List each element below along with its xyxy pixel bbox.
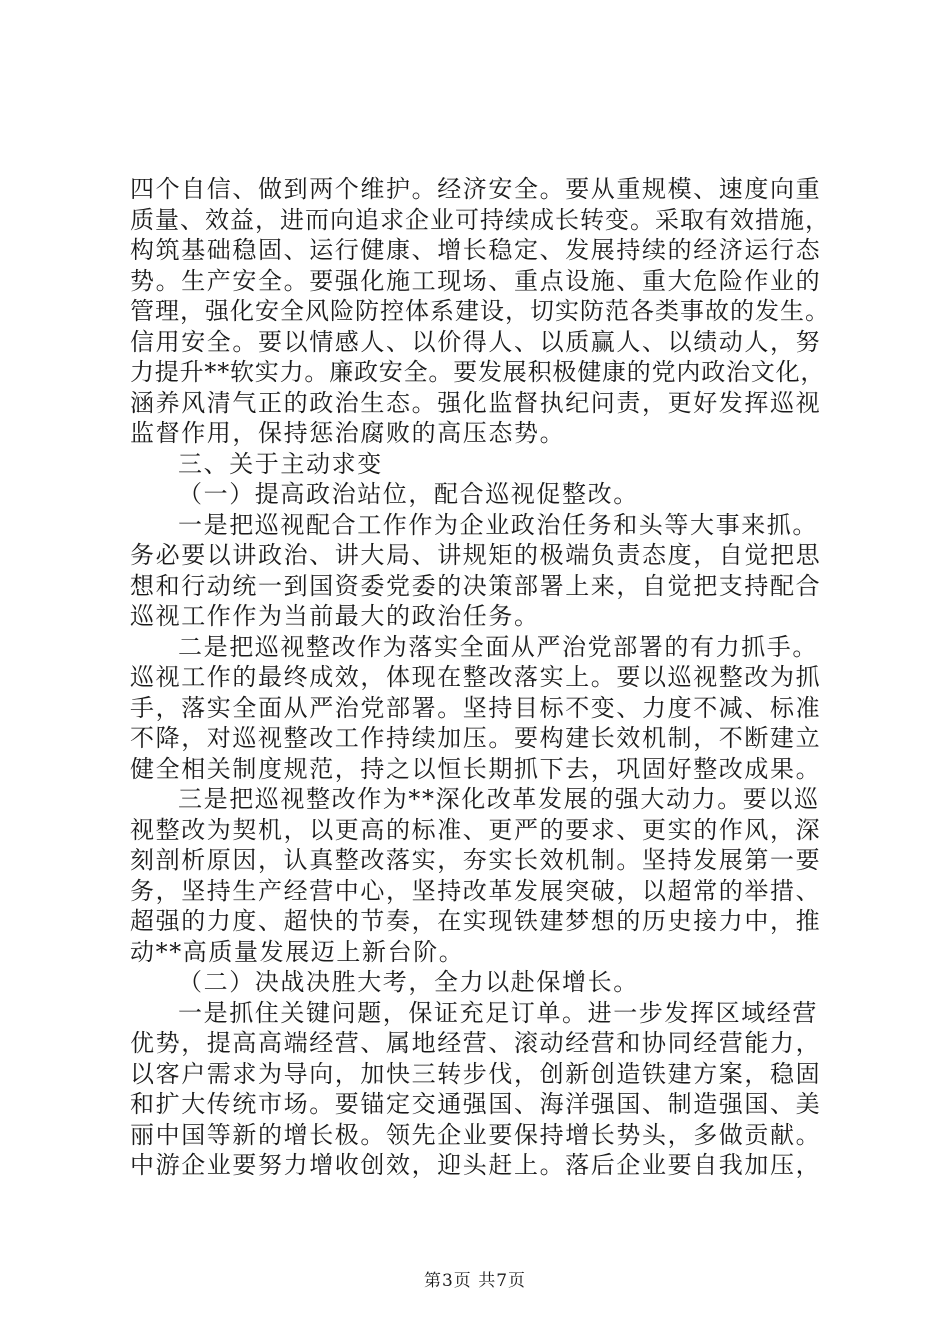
- text-line: 一是抓住关键问题，保证充足订单。进一步发挥区域经营: [178, 998, 818, 1027]
- text-line: 四个自信、做到两个维护。经济安全。要从重规模、速度向重: [130, 175, 822, 203]
- text-line: 想和行动统一到国资委党委的决策部署上来，自觉把支持配合: [130, 571, 822, 600]
- text-line: 优势，提高高端经营、属地经营、滚动经营和协同经营能力，: [130, 1029, 822, 1057]
- text-line: 动**高质量发展迈上新台阶。: [130, 937, 465, 966]
- text-line: 管理，强化安全风险防控体系建设，切实防范各类事故的发生。: [130, 297, 830, 325]
- text-line: 以客户需求为导向，加快三转步伐，创新创造铁建方案，稳固: [130, 1059, 822, 1088]
- text-line: 势。生产安全。要强化施工现场、重点设施、重大危险作业的: [130, 266, 822, 295]
- page-footer: 第3页 共7页: [423, 1271, 527, 1291]
- text-line: 务，坚持生产经营中心，坚持改革发展突破，以超常的举措、: [130, 876, 822, 905]
- text-line: 力提升**软实力。廉政安全。要发展积极健康的党内政治文化，: [130, 358, 826, 386]
- text-line: 质量、效益，进而向追求企业可持续成长转变。采取有效措施，: [130, 205, 830, 234]
- text-line: 刻剖析原因，认真整改落实，夯实长效机制。坚持发展第一要: [130, 846, 822, 874]
- text-line: 超强的力度、超快的节奏，在实现铁建梦想的历史接力中，推: [130, 907, 822, 935]
- text-line: 中游企业要努力增收创效，迎头赶上。落后企业要自我加压，: [130, 1151, 822, 1179]
- text-line: 构筑基础稳固、运行健康、增长稳定、发展持续的经济运行态: [130, 236, 822, 264]
- text-line: 监督作用，保持惩治腐败的高压态势。: [130, 419, 566, 447]
- text-line: 丽中国等新的增长极。领先企业要保持增长势头，多做贡献。: [130, 1120, 822, 1149]
- text-line: 巡视工作的最终成效，体现在整改落实上。要以巡视整改为抓: [130, 663, 822, 691]
- text-line: 涵养风清气正的政治生态。强化监督执纪问责，更好发挥巡视: [130, 388, 822, 417]
- text-line: 务必要以讲政治、讲大局、讲规矩的极端负责态度，自觉把思: [130, 541, 822, 569]
- text-line: （二）决战决胜大考，全力以赴保增长。: [178, 968, 639, 996]
- text-line: 巡视工作作为当前最大的政治任务。: [130, 602, 540, 630]
- text-line: 三、关于主动求变: [178, 449, 383, 478]
- text-line: 健全相关制度规范，持之以恒长期抓下去，巩固好整改成果。: [130, 754, 822, 783]
- text-line: 视整改为契机，以更高的标准、更严的要求、更实的作风，深: [130, 815, 822, 844]
- text-line: 一是把巡视配合工作作为企业政治任务和头等大事来抓。: [178, 510, 818, 539]
- text-line: 不降，对巡视整改工作持续加压。要构建长效机制，不断建立: [130, 724, 822, 752]
- document-body: [130, 174, 830, 1181]
- text-line: 和扩大传统市场。要锚定交通强国、海洋强国、制造强国、美: [130, 1090, 822, 1118]
- text-line: （一）提高政治站位，配合巡视促整改。: [178, 480, 639, 508]
- text-line: 二是把巡视整改作为落实全面从严治党部署的有力抓手。: [178, 632, 818, 661]
- text-line: 信用安全。要以情感人、以价得人、以质赢人、以绩动人，努: [130, 327, 822, 356]
- text-line: 手，落实全面从严治党部署。坚持目标不变、力度不减、标准: [130, 693, 822, 722]
- text-line: 三是把巡视整改作为**深化改革发展的强大动力。要以巡: [178, 785, 820, 813]
